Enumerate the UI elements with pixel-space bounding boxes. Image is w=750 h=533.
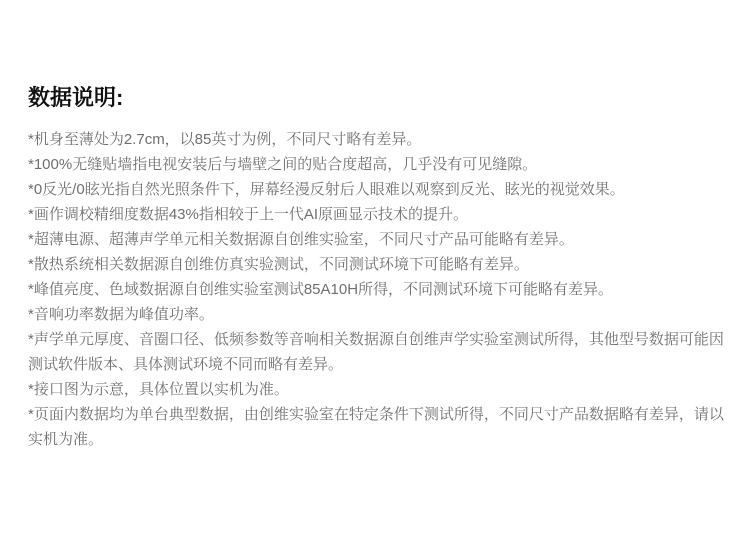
note-item: *音响功率数据为峰值功率。 [28, 306, 214, 323]
note-item: *峰值亮度、色域数据源自创维实验室测试85A10H所得，不同测试环境下可能略有差异。 [28, 281, 614, 298]
note-item: *画作调校精细度数据43%指相较于上一代AI原画显示技术的提升。 [28, 206, 469, 223]
note-item: *接口图为示意，具体位置以实机为准。 [28, 381, 289, 398]
note-item: *超薄电源、超薄声学单元相关数据源自创维实验室，不同尺寸产品可能略有差异。 [28, 231, 574, 248]
note-item: *页面内数据均为单台典型数据，由创维实验室在特定条件下测试所得，不同尺寸产品数据略有差异，请以实机为准。 [28, 406, 724, 448]
note-item: *0反光/0眩光指自然光照条件下，屏幕经漫反射后人眼难以观察到反光、眩光的视觉效果。 [28, 181, 625, 198]
note-item: *声学单元厚度、音圈口径、低频参数等音响相关数据源自创维声学实验室测试所得，其他型号数据可能因测试软件版本、具体测试环境不同而略有差异。 [28, 331, 724, 373]
note-item: *机身至薄处为2.7cm，以85英寸为例，不同尺寸略有差异。 [28, 131, 422, 148]
note-item: *100%无缝贴墙指电视安装后与墙壁之间的贴合度超高，几乎没有可见缝隙。 [28, 156, 538, 173]
notes-list [28, 127, 736, 452]
note-item: *散热系统相关数据源自创维仿真实验测试，不同测试环境下可能略有差异。 [28, 256, 529, 273]
page-title: 数据说明: [28, 85, 124, 110]
